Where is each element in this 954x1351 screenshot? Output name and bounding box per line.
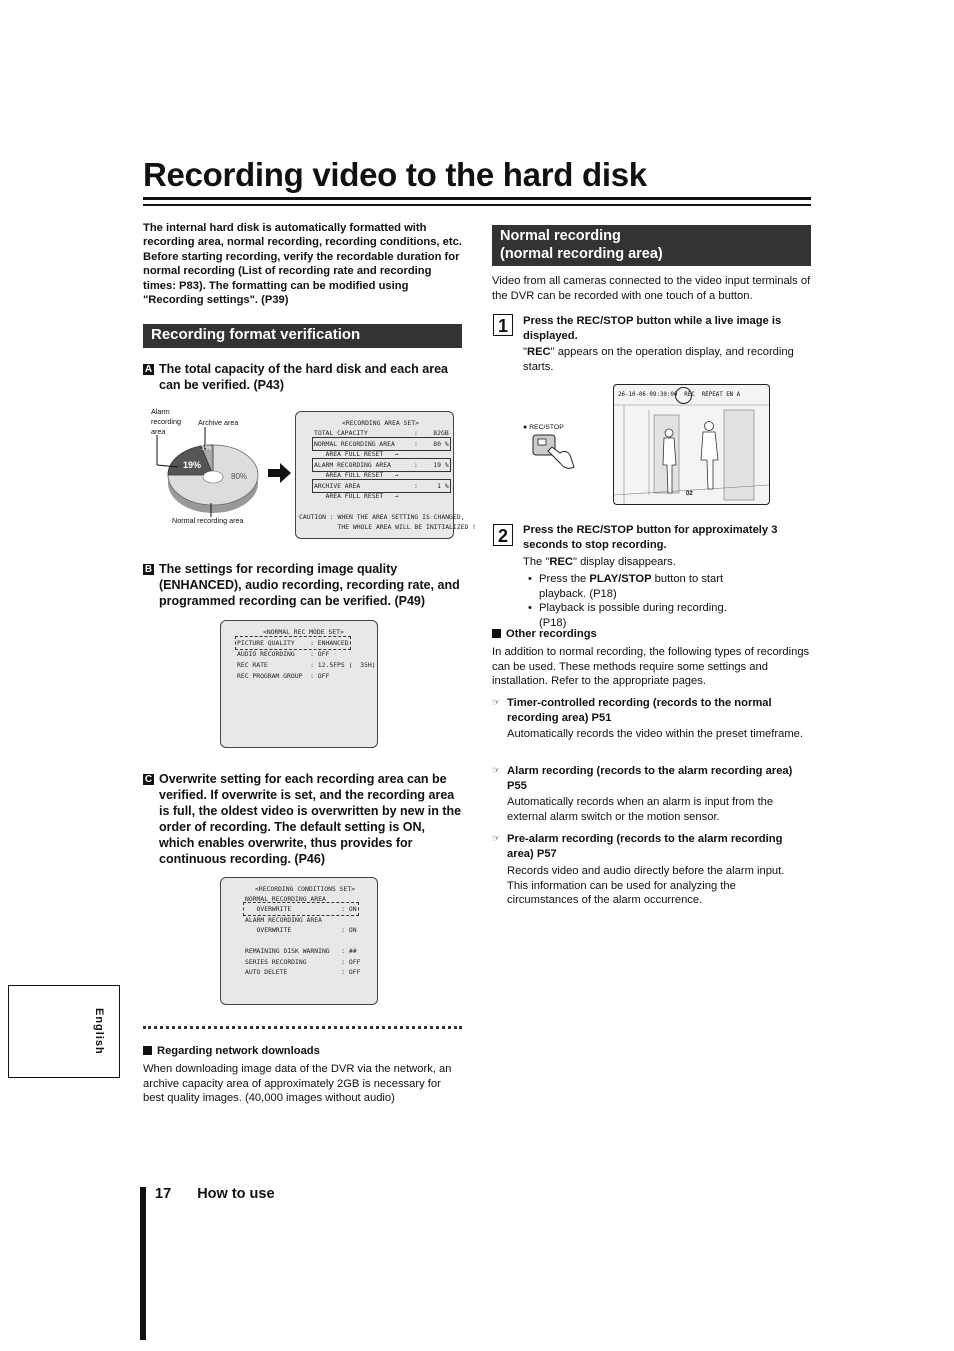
osd-line: THE WHOLE AREA WILL BE INITIALIZED ! [299, 523, 476, 531]
list-item [523, 572, 748, 601]
letter-c-badge: C [144, 774, 153, 785]
ref-heading: Alarm recording (records to the alarm recording area) P55 [507, 765, 793, 792]
osd-screen-recording-conditions-set [220, 877, 378, 1005]
pie-pct-normal: 80% [231, 472, 248, 481]
osd-line: <RECORDING AREA SET> [342, 419, 419, 427]
intro-text: The internal hard disk is automatically formatted with recording area, normal recording, recording conditions, etc. Before starting recording, verify the recordable duration for normal recording (List of recording rate and recording times: P83). The formatting can be modified using "Recording settings". (P39) [143, 222, 462, 307]
ref-body: Automatically records the video within the preset timeframe. [507, 728, 803, 740]
network-heading-text: Regarding network downloads [157, 1045, 320, 1057]
page-title: Recording video to the hard disk [143, 156, 647, 193]
footer-section: How to use [197, 1186, 275, 1202]
osd-line: ALARM RECORDING AREA [245, 916, 322, 924]
other-recordings-heading-text: Other recordings [506, 628, 597, 640]
step-2-body-bold: REC [549, 556, 573, 568]
item-a [143, 361, 463, 395]
pointing-hand-icon: ☞ [492, 765, 501, 775]
rec-stop-button-icon [530, 433, 578, 473]
letter-a-badge: A [144, 364, 153, 375]
section-heading-line-1: Normal recording [500, 228, 621, 244]
label-normal-area: Normal recording area [172, 516, 244, 525]
step-1-number: 1 [493, 314, 513, 336]
ref-body: Automatically records when an alarm is input from the external alarm switch or the motion sensor. [507, 796, 774, 823]
square-bullet-icon [143, 1046, 152, 1055]
camera-number: 02 [686, 491, 693, 497]
step-2-number: 2 [493, 524, 513, 546]
osd-line: AREA FULL RESET → [314, 471, 399, 479]
bullet-1-pre: Press the [539, 573, 590, 585]
step-1-body-post: " appears on the operation display, and recording starts. [523, 346, 794, 373]
label-archive-area: Archive area [198, 418, 239, 427]
network-heading [143, 1045, 320, 1057]
osd-line: AREA FULL RESET → [314, 450, 399, 458]
title-rule [143, 197, 811, 200]
item-c-text: Overwrite setting for each recording area can be verified. If overwrite is set, and the recording area is full, the oldest video is overwritten by new in the order of recording. The default setting is ON, which enables overwrite, thus provides for continuous recording. (P46) [159, 772, 462, 866]
osd-line: TOTAL CAPACITY : 82GB [314, 429, 449, 437]
osd-line: <RECORDING CONDITIONS SET> [255, 885, 356, 893]
section-heading-format-verification: Recording format verification [143, 324, 462, 348]
step-2-body [523, 555, 813, 570]
pie-pct-archive: 1% [201, 445, 212, 452]
osd-line: AUDIO RECORDING : OFF [237, 650, 330, 658]
osd-line: REMAINING DISK WARNING : ## [245, 947, 357, 955]
step-1-body-pre: " [523, 346, 527, 358]
osd-line: SERIES RECORDING : OFF [245, 958, 361, 966]
section-heading-line-2: (normal recording area) [500, 245, 663, 262]
ref-body: Records video and audio directly before the alarm input. This information can be used for analyzing the circumstances of the alarm occurrence. [507, 865, 785, 906]
label-alarm-area: Alarm recording area [151, 407, 181, 436]
square-bullet-icon [492, 629, 501, 638]
pie-pct-alarm: 19% [183, 460, 202, 470]
ref-heading: Timer-controlled recording (records to the normal recording area) P51 [507, 697, 772, 724]
osd-line: ALARM RECORDING AREA : 19 % [314, 461, 449, 469]
osd-line: <NORMAL REC MODE SET> [263, 628, 344, 636]
step-2-bullets [523, 572, 748, 630]
page-number: 17 [155, 1186, 172, 1202]
osd-line: AREA FULL RESET → [314, 492, 399, 500]
arrow-right-icon [268, 462, 292, 484]
osd-line: REC PROGRAM GROUP : OFF [237, 672, 330, 680]
letter-b-badge: B [144, 564, 153, 575]
osd-screen-recording-area-set [295, 411, 476, 539]
bullet-1-post: button to start playback. (P18) [539, 573, 724, 600]
step-2-body-post: " display disappears. [572, 556, 676, 568]
network-text: When downloading image data of the DVR via the network, an archive capacity area of approximately 2GB is necessary for best quality images. (40,000 images without audio) [143, 1063, 452, 1104]
language-side-tab-label: English [93, 1008, 105, 1055]
normal-recording-intro: Video from all cameras connected to the video input terminals of the DVR can be recorded with one touch of a button. [492, 275, 811, 302]
osd-line: OVERWRITE : ON [245, 905, 357, 913]
section-heading-normal-recording [492, 225, 811, 266]
osd-line: CAUTION : WHEN THE AREA SETTING IS CHANGED, [299, 513, 465, 521]
dotted-divider [143, 1026, 462, 1029]
item-a-text: The total capacity of the hard disk and each area can be verified. (P43) [159, 362, 448, 392]
osd-line: OVERWRITE : ON [245, 926, 357, 934]
item-b [143, 561, 463, 611]
pointing-hand-icon: ☞ [492, 697, 501, 707]
other-recordings-heading [492, 628, 597, 640]
osd-line: NORMAL RECORDING AREA [245, 895, 326, 903]
osd-line: REC RATE : 12.5FPS ( 35H) [237, 661, 376, 669]
step-2-heading: Press the REC/STOP button for approximately 3 seconds to stop recording. [523, 524, 778, 551]
list-item [523, 601, 748, 630]
rec-indicator-circle [675, 387, 692, 404]
osd-line: AUTO DELETE : OFF [245, 968, 361, 976]
bullet-2-text: Playback is possible during recording. (P18) [539, 602, 727, 629]
osd-line: NORMAL RECORDING AREA : 80 % [314, 440, 449, 448]
step-1-body [523, 345, 813, 374]
osd-screen-normal-rec-mode-set [220, 620, 378, 748]
ref-heading: Pre-alarm recording (records to the alarm recording area) P57 [507, 833, 783, 860]
bullet-1-bold: PLAY/STOP [589, 573, 652, 585]
footer [155, 1186, 275, 1202]
step-1-heading: Press the REC/STOP button while a live image is displayed. [523, 315, 782, 342]
pointing-hand-icon: ☞ [492, 833, 501, 843]
office-scene-graphic [614, 385, 769, 504]
item-b-text: The settings for recording image quality (ENHANCED), audio recording, recording rate, and programmed recording can be verified. (P49) [159, 562, 460, 608]
footer-bar [140, 1187, 146, 1340]
rec-stop-label-text: REC/STOP [529, 424, 564, 431]
camera-monitor-illustration [613, 384, 770, 505]
monitor-osd-text: 26-10-06 09:30:00 REC REPEAT EN A [618, 392, 741, 398]
osd-line: ARCHIVE AREA : 1 % [314, 482, 449, 490]
rec-stop-label: ● REC/STOP [523, 424, 564, 431]
step-1-body-bold: REC [526, 346, 551, 358]
step-2-body-pre: The " [523, 556, 550, 568]
title-rule-thin [143, 204, 811, 206]
item-c [143, 771, 463, 866]
other-recordings-text: In addition to normal recording, the following types of recordings can be used. These methods require some settings and installation. Refer to the appropriate pages. [492, 646, 810, 687]
osd-line: PICTURE QUALITY : ENHANCED [237, 639, 349, 647]
